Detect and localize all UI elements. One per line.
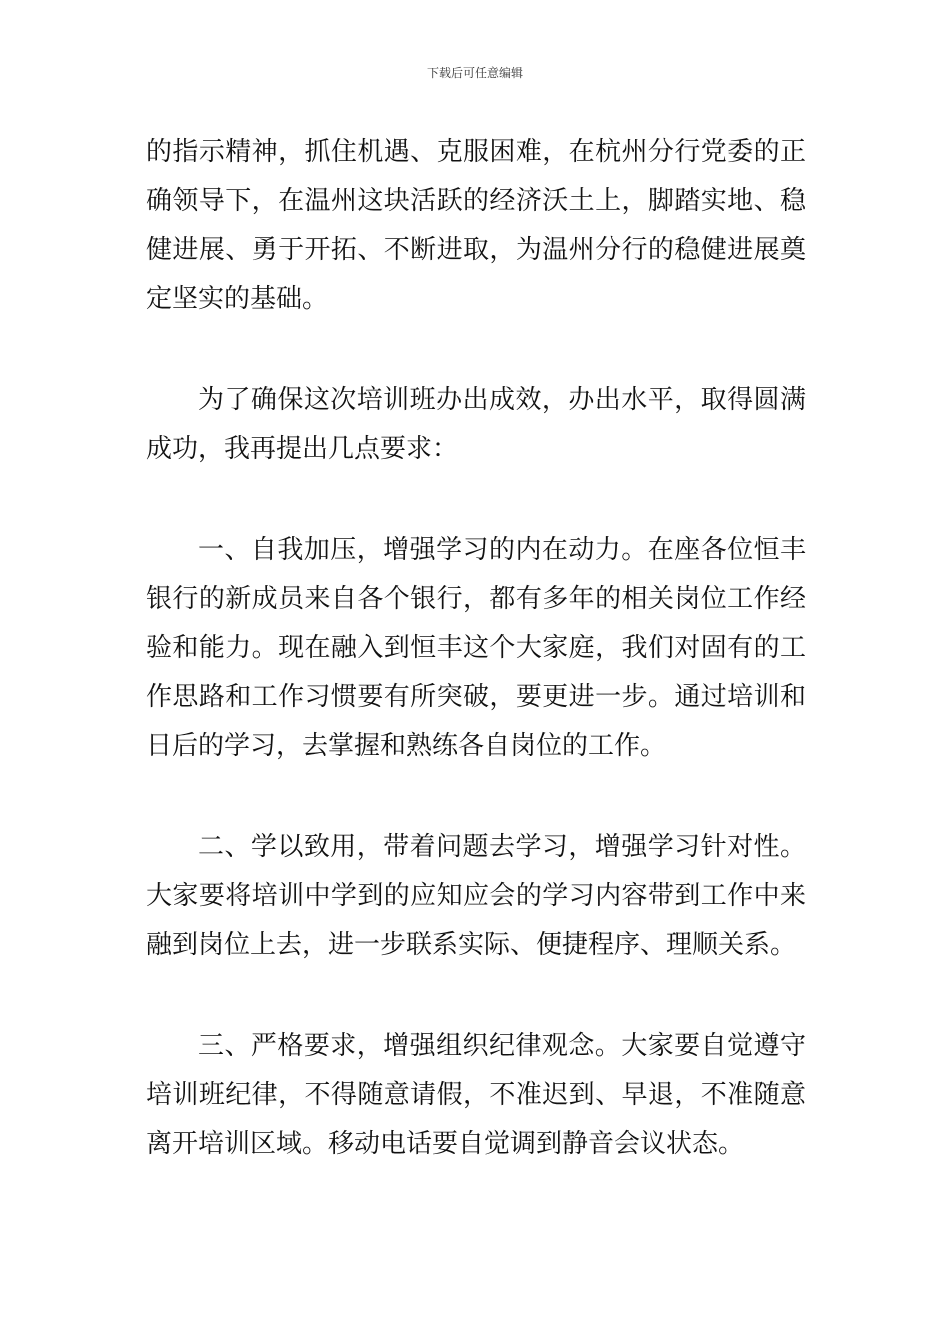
paragraph-gap bbox=[146, 474, 806, 526]
paragraph-gap bbox=[146, 970, 806, 1022]
header-note: 下载后可任意编辑 bbox=[426, 66, 523, 80]
paragraph-gap bbox=[146, 324, 806, 376]
paragraph-gap bbox=[146, 771, 806, 823]
paragraph-requirement-1: 一、自我加压，增强学习的内在动力。在座各位恒丰银行的新成员来自各个银行，都有多年的相关岗位工作经验和能力。现在融入到恒丰这个大家庭，我们对固有的工作思路和工作习惯要有所突破，要更进一步。通过培训和日后的学习，去掌握和熟练各自岗位的工作。 bbox=[146, 535, 806, 761]
paragraph-requirements-intro: 为了确保这次培训班办出成效，办出水平，取得圆满成功，我再提出几点要求： bbox=[146, 385, 806, 464]
paragraph-requirement-3: 三、严格要求，增强组织纪律观念。大家要自觉遵守培训班纪律，不得随意请假，不准迟到、早退，不准随意离开培训区域。移动电话要自觉调到静音会议状态。 bbox=[146, 1031, 806, 1159]
paragraph-continuation: 的指示精神，抓住机遇、克服困难，在杭州分行党委的正确领导下，在温州这块活跃的经济沃土上，脚踏实地、稳健进展、勇于开拓、不断进取，为温州分行的稳健进展奠定坚实的基础。 bbox=[146, 137, 806, 314]
document-body bbox=[146, 128, 806, 1169]
paragraph-requirement-2: 二、学以致用，带着问题去学习，增强学习针对性。大家要将培训中学到的应知应会的学习内容带到工作中来融到岗位上去，进一步联系实际、便捷程序、理顺关系。 bbox=[146, 832, 806, 960]
